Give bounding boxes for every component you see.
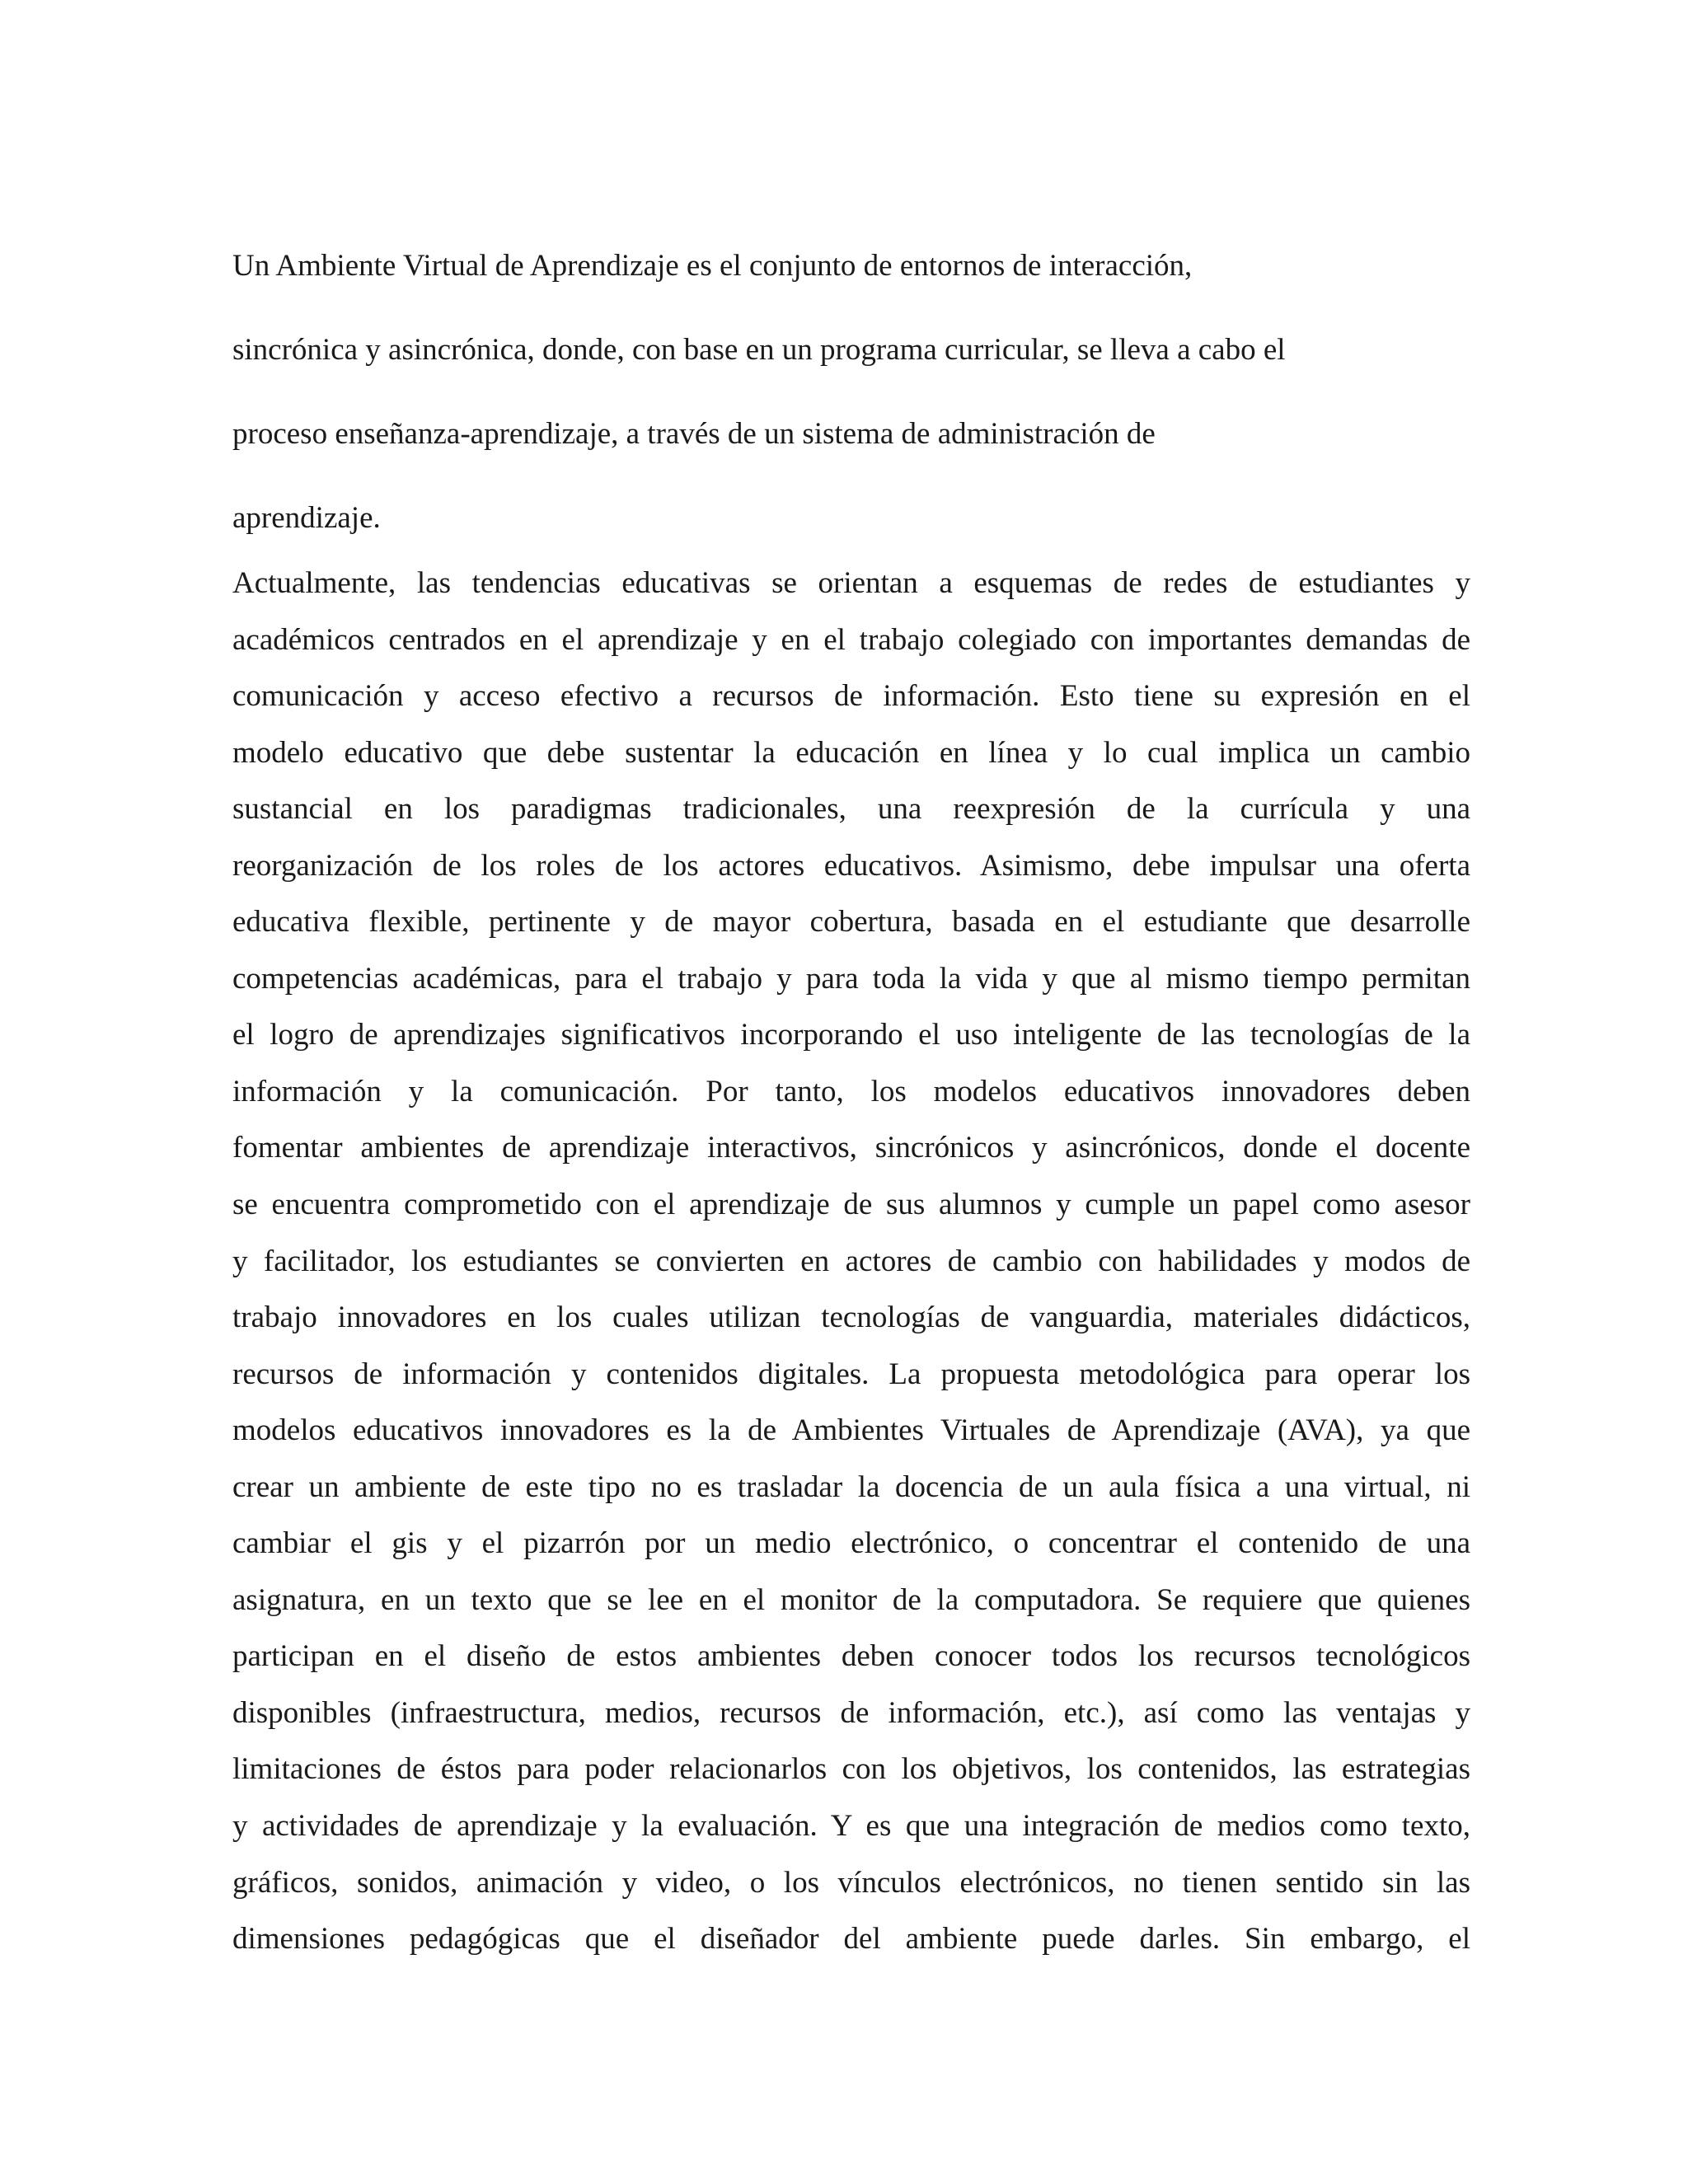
text-line: y facilitador, los estudiantes se convierten en actores de cambio con habilidades y modos de (232, 1244, 1470, 1278)
paragraph-trends (232, 555, 1470, 1968)
text-line: cambiar el gis y el pizarrón por un medio electrónico, o concentrar el contenido de una (232, 1526, 1470, 1561)
text-line: fomentar ambientes de aprendizaje interactivos, sincrónicos y asincrónicos, donde el docente (232, 1131, 1470, 1165)
text-line: crear un ambiente de este tipo no es trasladar la docencia de un aula física a una virtual, ni (232, 1469, 1470, 1504)
text-line: reorganización de los roles de los actores educativos. Asimismo, debe impulsar una oferta (232, 848, 1470, 883)
text-line: proceso enseñanza-aprendizaje, a través de un sistema de administración de (232, 417, 1156, 451)
text-line: modelos educativos innovadores es la de Ambientes Virtuales de Aprendizaje (AVA), ya que (232, 1413, 1470, 1448)
text-line: se encuentra comprometido con el aprendizaje de sus alumnos y cumple un papel como asesor (232, 1188, 1470, 1222)
text-line: modelo educativo que debe sustentar la educación en línea y lo cual implica un cambio (232, 735, 1470, 770)
text-line: y actividades de aprendizaje y la evaluación. Y es que una integración de medios como texto, (232, 1809, 1470, 1844)
text-line: recursos de información y contenidos digitales. La propuesta metodológica para operar los (232, 1357, 1470, 1391)
text-line: comunicación y acceso efectivo a recursos de información. Esto tiene su expresión en el (232, 679, 1470, 714)
paragraph-definition (232, 224, 1469, 560)
text-line: sustancial en los paradigmas tradicionales, una reexpresión de la currícula y una (232, 792, 1470, 827)
text-line: competencias académicas, para el trabajo y para toda la vida y que al mismo tiempo permitan (232, 961, 1470, 996)
text-line: Actualmente, las tendencias educativas se orientan a esquemas de redes de estudiantes y (232, 566, 1470, 600)
text-line: información y la comunicación. Por tanto, los modelos educativos innovadores deben (232, 1074, 1470, 1108)
text-line: aprendizaje. (232, 501, 381, 535)
text-line: el logro de aprendizajes significativos incorporando el uso inteligente de las tecnologías de la (232, 1018, 1470, 1052)
text-line: gráficos, sonidos, animación y video, o los vínculos electrónicos, no tienen sentido sin las (232, 1865, 1470, 1900)
text-line: Un Ambiente Virtual de Aprendizaje es el conjunto de entornos de interacción, (232, 249, 1193, 283)
text-line: dimensiones pedagógicas que el diseñador del ambiente puede darles. Sin embargo, el (232, 1922, 1470, 1957)
text-line: participan en el diseño de estos ambientes deben conocer todos los recursos tecnológicos (232, 1639, 1470, 1674)
text-line: asignatura, en un texto que se lee en el monitor de la computadora. Se requiere que quienes (232, 1582, 1470, 1617)
text-line: trabajo innovadores en los cuales utilizan tecnologías de vanguardia, materiales didácticos, (232, 1301, 1470, 1335)
text-line: educativa flexible, pertinente y de mayor cobertura, basada en el estudiante que desarrolle (232, 905, 1470, 940)
text-line: disponibles (infraestructura, medios, recursos de información, etc.), así como las ventajas y (232, 1695, 1470, 1730)
text-line: académicos centrados en el aprendizaje y en el trabajo colegiado con importantes demandas de (232, 622, 1470, 657)
text-line: sincrónica y asincrónica, donde, con base en un programa curricular, se lleva a cabo el (232, 333, 1286, 367)
text-line: limitaciones de éstos para poder relacionarlos con los objetivos, los contenidos, las estrategias (232, 1752, 1470, 1787)
